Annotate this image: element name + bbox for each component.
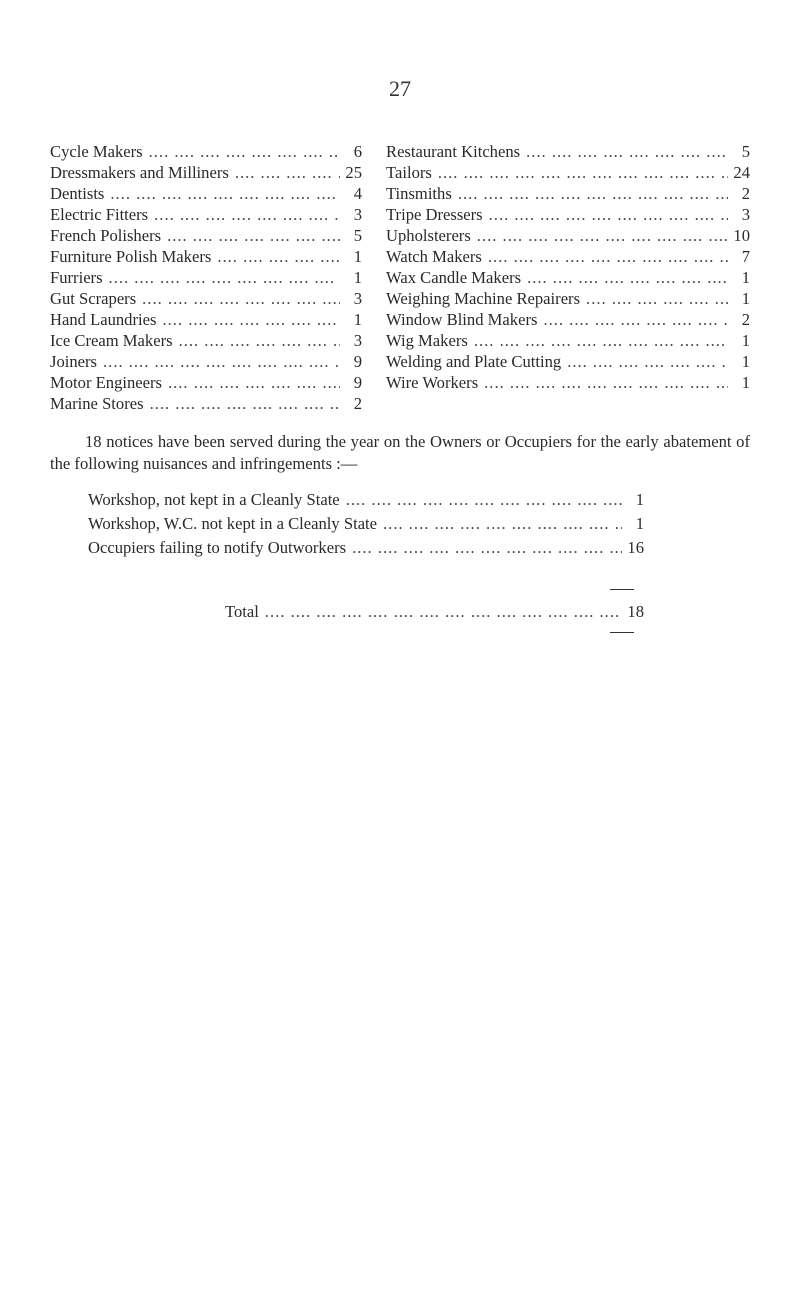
leader-dots [521,267,728,288]
trade-row [386,141,750,162]
leader-dots [580,288,728,309]
trade-row [50,162,362,183]
total-rule-bottom [610,632,634,633]
leader-dots [136,288,340,309]
trade-row [386,288,750,309]
total-row [225,600,644,624]
leader-dots [561,351,728,372]
trade-count: 9 [353,373,362,392]
leader-dots [173,330,340,351]
trade-row [50,372,362,393]
trade-name: Dentists [50,184,105,203]
leader-dots [162,372,340,393]
total-line [225,600,644,624]
trade-name: French Polishers [50,226,162,245]
trade-row [386,246,750,267]
leader-dots [97,351,340,372]
trade-row [50,246,362,267]
leader-dots [471,225,728,246]
trade-name: Joiners [50,352,98,371]
leader-dots [377,512,622,536]
trade-name: Wire Workers [386,373,479,392]
trade-row [50,351,362,372]
trade-name: Tailors [386,163,432,182]
trade-row [386,204,750,225]
trade-name: Watch Makers [386,247,482,266]
notice-count: 16 [627,538,644,557]
trade-count: 2 [353,394,362,413]
leader-dots [483,204,728,225]
trade-row [386,162,750,183]
total-label: Total [225,602,259,621]
trade-row [50,183,362,204]
leader-dots [468,330,728,351]
trade-row [386,351,750,372]
trade-name: Gut Scrapers [50,289,137,308]
trade-row [386,183,750,204]
trade-name: Upholsterers [386,226,471,245]
trade-row [50,225,362,246]
notice-row [88,536,644,560]
trade-name: Window Blind Makers [386,310,538,329]
trade-row [386,372,750,393]
trade-count: 24 [733,163,750,182]
total-count: 18 [627,602,644,621]
trade-count: 7 [741,247,750,266]
trade-name: Restaurant Kitchens [386,142,521,161]
trade-name: Electric Fitters [50,205,149,224]
trade-count: 5 [741,142,750,161]
trade-count: 4 [353,184,362,203]
notice-row [88,512,644,536]
notices-list [88,488,644,560]
leader-dots [103,267,340,288]
notice-row [88,488,644,512]
trade-name: Cycle Makers [50,142,143,161]
notice-name: Occupiers failing to notify Outworkers [88,538,347,557]
trade-count: 1 [741,331,750,350]
leader-dots [478,372,728,393]
leader-dots [259,600,622,624]
trade-name: Wig Makers [386,331,468,350]
trade-count: 1 [741,268,750,287]
trade-name: Tinsmiths [386,184,452,203]
trade-count: 1 [741,289,750,308]
notice-count: 1 [635,514,644,533]
notice-name: Workshop, not kept in a Cleanly State [88,490,340,509]
trade-row [50,204,362,225]
trade-row [50,267,362,288]
leader-dots [520,141,728,162]
trade-name: Wax Candle Makers [386,268,522,287]
trade-count: 5 [353,226,362,245]
leader-dots [144,393,340,414]
trade-count: 3 [741,205,750,224]
leader-dots [482,246,728,267]
trades-left-column [50,141,362,414]
trade-name: Motor Engineers [50,373,162,392]
trade-count: 2 [741,310,750,329]
leader-dots [452,183,728,204]
trade-count: 3 [353,205,362,224]
leader-dots [211,246,340,267]
trade-name: Weighing Machine Repairers [386,289,581,308]
page-number: 27 [389,76,411,101]
trade-count: 1 [353,268,362,287]
trade-row [386,225,750,246]
leader-dots [537,309,728,330]
trade-row [386,267,750,288]
leader-dots [148,204,340,225]
trade-count: 1 [353,247,362,266]
trade-name: Ice Cream Makers [50,331,173,350]
trade-row [50,288,362,309]
trade-name: Tripe Dressers [386,205,483,224]
trade-count: 9 [353,352,362,371]
trade-count: 2 [741,184,750,203]
total-rule-top [610,589,634,590]
trade-name: Furniture Polish Makers [50,247,212,266]
leader-dots [104,183,340,204]
leader-dots [156,309,340,330]
trade-row [386,309,750,330]
trade-count: 3 [353,331,362,350]
leader-dots [432,162,728,183]
notice-count: 1 [635,490,644,509]
trade-count: 6 [353,142,362,161]
leader-dots [143,141,340,162]
trade-row [50,309,362,330]
trade-count: 25 [345,163,362,182]
trade-row [50,393,362,414]
trade-row [50,141,362,162]
notice-name: Workshop, W.C. not kept in a Cleanly State [88,514,378,533]
trade-name: Furriers [50,268,103,287]
trade-count: 1 [741,373,750,392]
trade-name: Welding and Plate Cutting [386,352,562,371]
trades-right-column [386,141,750,393]
leader-dots [340,488,622,512]
leader-dots [229,162,340,183]
trade-count: 10 [733,226,750,245]
trade-row [386,330,750,351]
trade-count: 3 [353,289,362,308]
trade-count: 1 [353,310,362,329]
trade-count: 1 [741,352,750,371]
leader-dots [346,536,622,560]
trade-name: Hand Laundries [50,310,157,329]
leader-dots [161,225,340,246]
trade-name: Dressmakers and Milliners [50,163,229,182]
notices-paragraph: 18 notices have been served during the year on the Owners or Occupiers for the early abatement of the following nuisances and infringements :— [50,432,750,473]
trade-name: Marine Stores [50,394,144,413]
trade-row [50,330,362,351]
